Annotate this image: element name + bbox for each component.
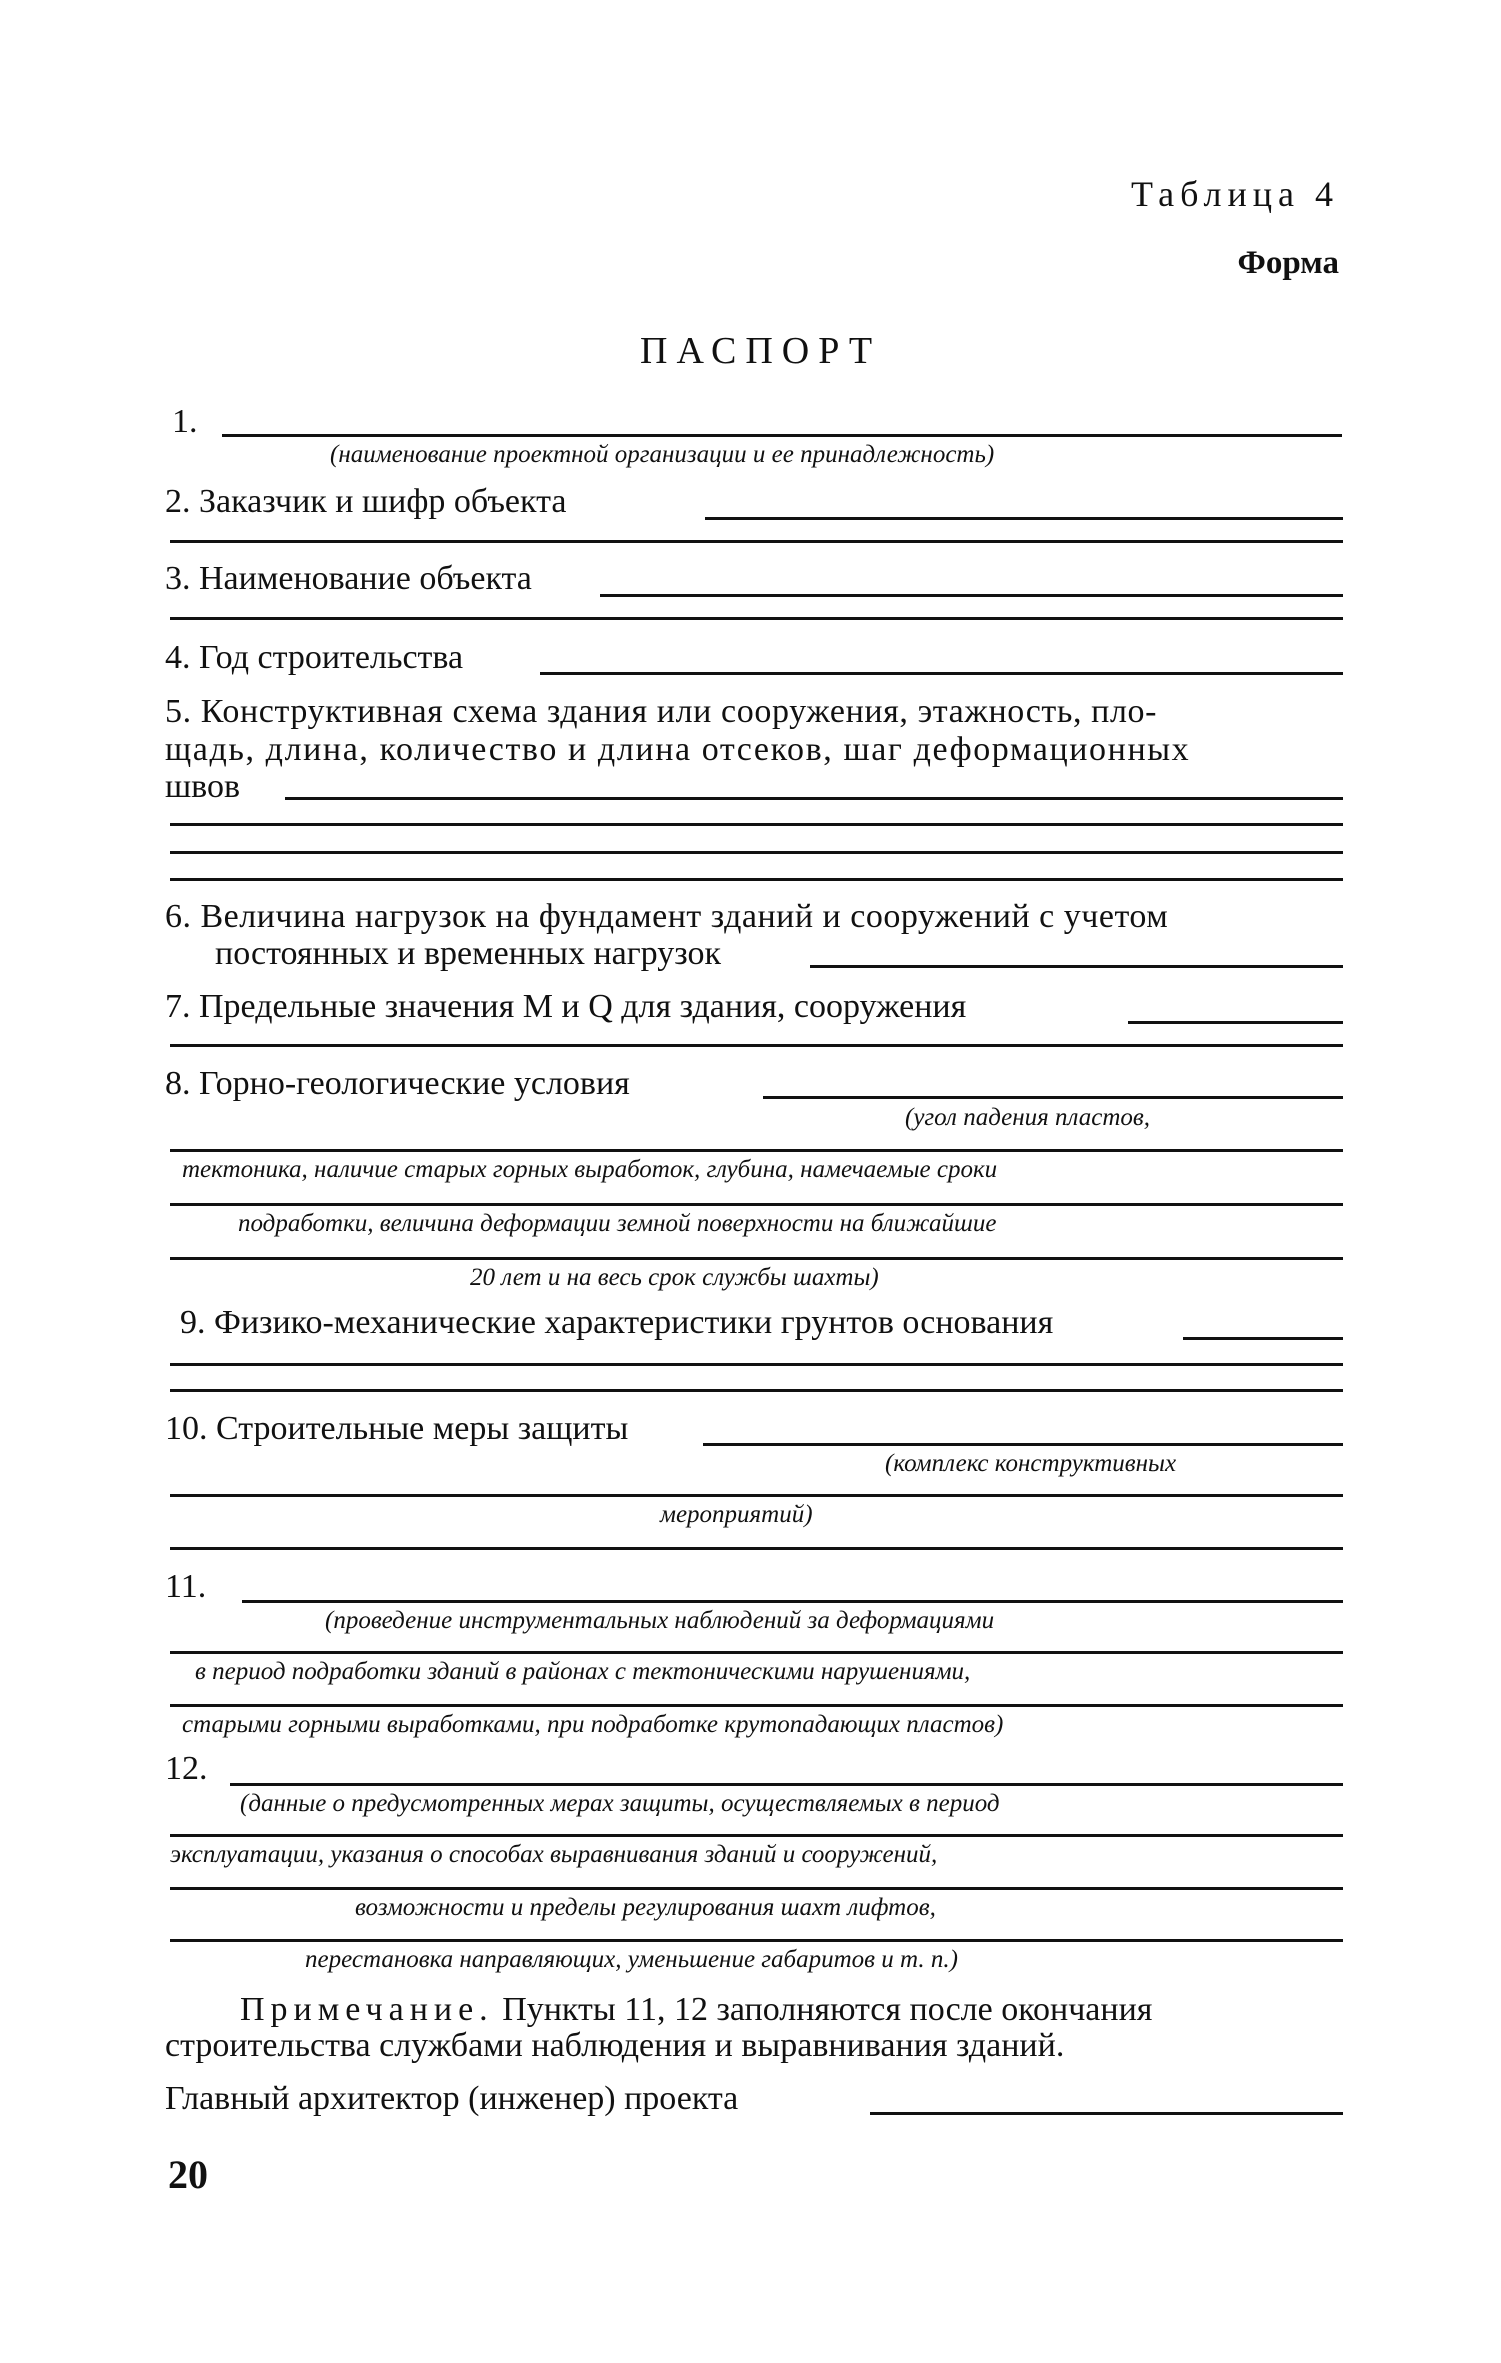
item-12-caption-4: перестановка направляющих, уменьшение габаритов и т. п.) <box>305 1946 958 1973</box>
item-10-caption-1: (комплекс конструктивных <box>885 1450 1177 1477</box>
item-3-text: 3. Наименование объекта <box>165 560 532 597</box>
item-12-caption-3: возможности и пределы регулирования шахт лифтов, <box>355 1894 936 1921</box>
item-4-line <box>540 672 1343 675</box>
item-4-text: 4. Год строительства <box>165 639 464 676</box>
note-line-1 <box>240 1993 1152 2027</box>
item-7-text: 7. Предельные значения M и Q для здания, сооружения <box>165 988 967 1025</box>
item-8-caption-3: подработки, величина деформации земной поверхности на ближайшие <box>238 1210 997 1237</box>
item-8-line <box>763 1096 1343 1099</box>
form-label: Форма <box>1237 245 1339 281</box>
item-12-caption-2: эксплуатации, указания о способах выравнивания зданий и сооружений, <box>170 1841 938 1868</box>
item-6-line-2: постоянных и временных нагрузок <box>215 935 721 972</box>
note-text-1: Пункты 11, 12 заполняются после окончания <box>502 1991 1153 2028</box>
note-label: Примечание. <box>240 1991 494 2028</box>
item-10-text: 10. Строительные меры защиты <box>165 1410 629 1447</box>
item-6-line-1: 6. Величина нагрузок на фундамент зданий и сооружений с учетом <box>165 898 1169 935</box>
item-11-line-2 <box>170 1651 1343 1654</box>
item-11-number: 11. <box>165 1568 207 1605</box>
item-10-line-2 <box>170 1494 1343 1497</box>
item-11-line <box>242 1600 1343 1603</box>
item-9-text: 9. Физико-механические характеристики грунтов основания <box>180 1304 1054 1341</box>
item-10-caption-2: мероприятий) <box>660 1501 813 1528</box>
item-8-line-2 <box>170 1149 1343 1152</box>
item-9-line <box>1183 1337 1343 1340</box>
item-1-line <box>222 434 1342 437</box>
item-11-caption-2: в период подработки зданий в районах с тектоническими нарушениями, <box>195 1658 971 1685</box>
item-8-line-3 <box>170 1203 1343 1206</box>
item-5-line-d <box>170 878 1343 881</box>
item-3-line-extra <box>170 617 1343 620</box>
item-9-line-b <box>170 1363 1343 1366</box>
page-number: 20 <box>168 2152 208 2197</box>
item-5-line-a <box>285 797 1343 800</box>
item-1-caption: (наименование проектной организации и ее принадлежность) <box>330 441 995 468</box>
signature-label: Главный архитектор (инженер) проекта <box>165 2080 739 2117</box>
item-12-line-4 <box>170 1939 1343 1942</box>
item-5-line-b <box>170 823 1343 826</box>
item-12-number: 12. <box>165 1750 208 1787</box>
item-12-caption-1: (данные о предусмотренных мерах защиты, осуществляемых в период <box>240 1790 1000 1817</box>
item-6-line <box>810 965 1343 968</box>
item-5-line-3: швов <box>165 768 241 805</box>
item-11-caption-1: (проведение инструментальных наблюдений за деформациями <box>325 1607 995 1634</box>
item-5-line-c <box>170 851 1343 854</box>
item-7-line-extra <box>170 1044 1343 1047</box>
item-8-caption-1: (угол падения пластов, <box>905 1104 1150 1131</box>
item-8-line-4 <box>170 1257 1343 1260</box>
item-11-caption-3: старыми горными выработками, при подработке крутопадающих пластов) <box>182 1711 1004 1738</box>
signature-line <box>870 2112 1343 2115</box>
item-11-line-3 <box>170 1704 1343 1707</box>
table-label: Таблица 4 <box>1131 174 1339 214</box>
item-7-line <box>1128 1021 1343 1024</box>
item-12-line <box>230 1783 1343 1786</box>
item-2-line-extra <box>170 540 1343 543</box>
page-title: ПАСПОРТ <box>640 330 882 372</box>
item-8-text: 8. Горно-геологические условия <box>165 1065 630 1102</box>
item-8-caption-2: тектоника, наличие старых горных выработок, глубина, намечаемые сроки <box>182 1156 998 1183</box>
item-9-line-c <box>170 1389 1343 1392</box>
item-2-text: 2. Заказчик и шифр объекта <box>165 483 567 520</box>
item-3-line <box>600 594 1343 597</box>
item-10-line-3 <box>170 1547 1343 1550</box>
item-8-caption-4: 20 лет и на весь срок службы шахты) <box>470 1264 879 1291</box>
item-2-line <box>705 517 1343 520</box>
item-12-line-3 <box>170 1887 1343 1890</box>
note-line-2: строительства службами наблюдения и выравнивания зданий. <box>165 2027 1065 2064</box>
item-12-line-2 <box>170 1834 1343 1837</box>
item-10-line <box>703 1443 1343 1446</box>
item-1-number: 1. <box>172 403 198 440</box>
item-5-line-2: щадь, длина, количество и длина отсеков, шаг деформационных <box>165 731 1191 768</box>
item-5-line-1: 5. Конструктивная схема здания или сооружения, этажность, пло- <box>165 693 1158 730</box>
